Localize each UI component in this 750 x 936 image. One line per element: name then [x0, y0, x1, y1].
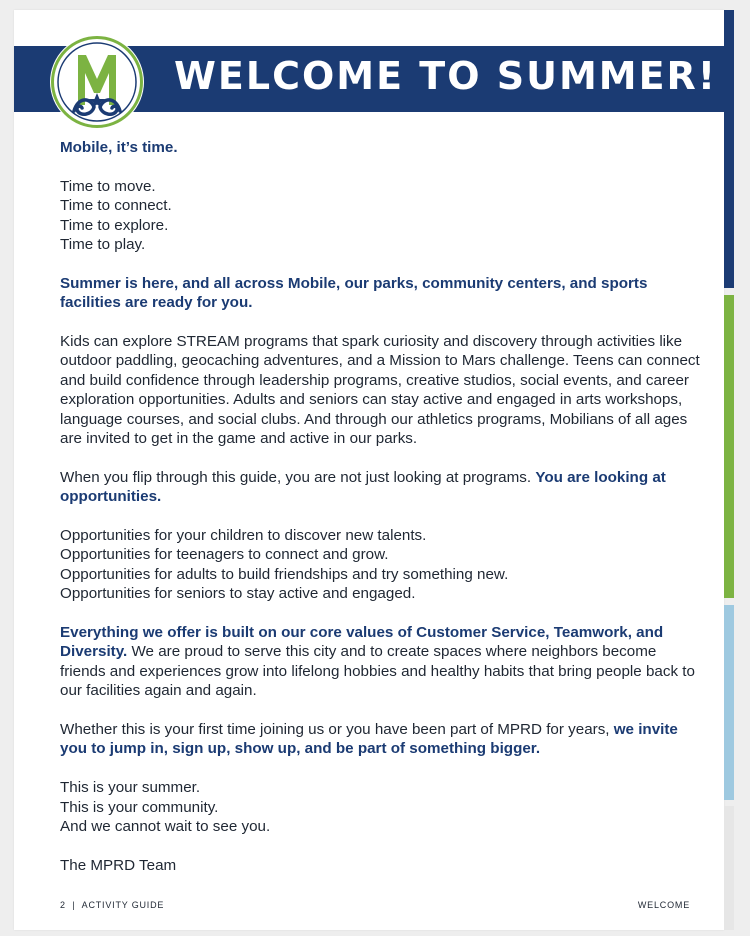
- closing-line: This is your community.: [60, 798, 219, 816]
- invite-paragraph: [60, 720, 700, 759]
- closing-lines: [60, 778, 700, 836]
- closing-line: And we cannot wait to see you.: [60, 818, 271, 836]
- welcome-letter: [60, 138, 700, 895]
- guide-text: When you flip through this guide, you are not just looking at programs.: [60, 468, 536, 486]
- closing-line: This is your summer.: [60, 779, 201, 797]
- guide-paragraph: [60, 468, 700, 507]
- intro-heading: Mobile, it’s time.: [60, 139, 178, 156]
- page-title: WELCOME TO SUMMER!: [174, 54, 718, 98]
- invite-emphasis: we invite you to jump in, sign up, show up, and be part of something bigger.: [60, 721, 678, 758]
- time-line: Time to connect.: [60, 197, 172, 215]
- invite-text: Whether this is your first time joining us or you have been part of MPRD for years,: [60, 721, 614, 739]
- side-tab-green: [724, 295, 734, 598]
- guide-emphasis: You are looking at opportunities.: [60, 468, 666, 506]
- summer-statement: Summer is here, and all across Mobile, our parks, community centers, and sports facilities are ready for you.: [60, 274, 648, 312]
- time-line: Time to play.: [60, 236, 146, 254]
- signature: The MPRD Team: [60, 856, 177, 874]
- programs-paragraph: Kids can explore STREAM programs that spark curiosity and discovery through activities like outdoor paddling, geocaching adventures, and a Mission to Mars challenge. Teens can connect and build confidence through leadership programs, creative studios, social events, and career exploration opportunities. Adults and seniors can stay active and engaged in arts workshops, language courses, and social clubs. And through our athletics programs, Mobilians of all ages are invited to get in the game and active in our parks.: [60, 333, 700, 448]
- time-line: Time to move.: [60, 177, 156, 195]
- footer-section-label: WELCOME: [637, 900, 690, 910]
- opportunity-line: Opportunities for your children to discover new talents.: [60, 527, 427, 545]
- opportunity-line: Opportunities for adults to build friendships and try something new.: [60, 565, 509, 583]
- mprd-logo: [48, 33, 146, 131]
- time-line: Time to explore.: [60, 216, 169, 234]
- values-paragraph: [60, 623, 700, 701]
- time-lines: [60, 177, 700, 255]
- opportunity-line: Opportunities for teenagers to connect and grow.: [60, 546, 389, 564]
- opportunity-line: Opportunities for seniors to stay active and engaged.: [60, 585, 416, 603]
- side-tab-navy: [724, 10, 734, 288]
- values-text: We are proud to serve this city and to create spaces where neighbors become friends and experiences grow into lifelong hobbies and healthy habits that bring people back to our facilities again and again.: [60, 643, 695, 700]
- side-tab-gray: [724, 806, 734, 930]
- footer-page-label: 2 | ACTIVITY GUIDE: [60, 900, 165, 910]
- values-emphasis: Everything we offer is built on our core values of Customer Service, Teamwork, and Diversity.: [60, 624, 664, 661]
- opportunity-lines: [60, 526, 700, 604]
- side-tab-light-blue: [724, 605, 734, 800]
